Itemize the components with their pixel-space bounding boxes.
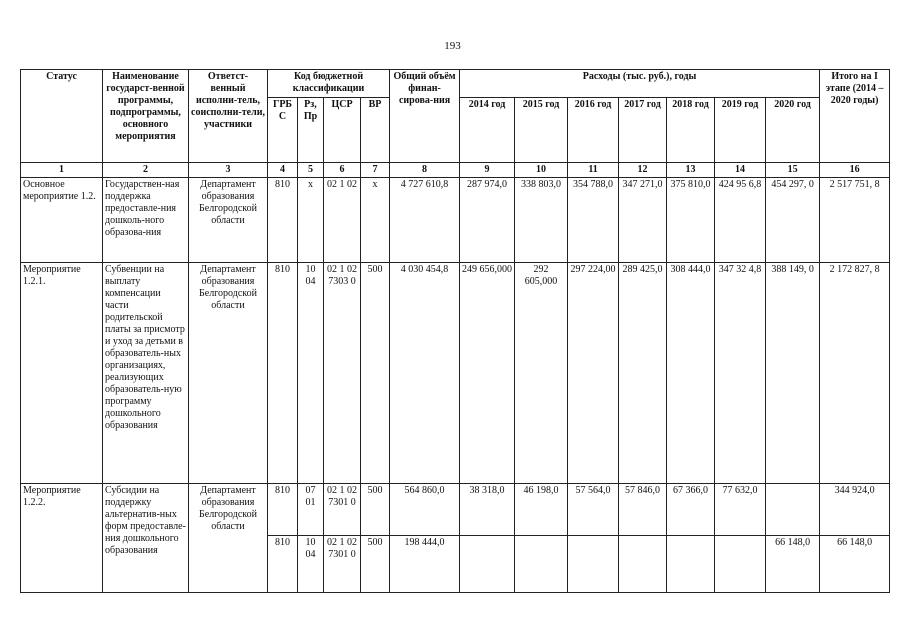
cell-2014: 287 974,0 (460, 178, 515, 263)
header-rz-pr: Рз, Пр (298, 98, 324, 163)
cell-2017: 57 846,0 (619, 484, 667, 536)
header-year-2020: 2020 год (766, 98, 820, 163)
header-vr: ВР (361, 98, 390, 163)
cell-status: Мероприятие 1.2.1. (21, 263, 103, 484)
header-year-2015: 2015 год (515, 98, 568, 163)
cell-vr: 500 (361, 536, 390, 593)
cell-stage-total: 2 517 751, 8 (820, 178, 890, 263)
cell-2016: 297 224,00 (568, 263, 619, 484)
budget-table (20, 69, 890, 593)
cell-grbs: 810 (268, 536, 298, 593)
column-number: 9 (460, 163, 515, 178)
column-number-row (21, 163, 890, 178)
column-number: 1 (21, 163, 103, 178)
cell-2018: 67 366,0 (667, 484, 715, 536)
cell-responsible: Департамент образования Белгородской области (189, 178, 268, 263)
column-number: 16 (820, 163, 890, 178)
cell-csr: 02 1 02 7301 0 (324, 484, 361, 536)
header-year-2016: 2016 год (568, 98, 619, 163)
header-budget-code: Код бюджетной классификации (268, 70, 390, 98)
column-number: 5 (298, 163, 324, 178)
table-row (21, 178, 890, 263)
cell-total: 4 030 454,8 (390, 263, 460, 484)
cell-2014: 249 656,000 (460, 263, 515, 484)
cell-stage-total: 66 148,0 (820, 536, 890, 593)
header-row-top (21, 70, 890, 98)
cell-2019 (715, 536, 766, 593)
cell-2015 (515, 536, 568, 593)
column-number: 4 (268, 163, 298, 178)
header-year-2014: 2014 год (460, 98, 515, 163)
cell-grbs: 810 (268, 484, 298, 536)
column-number: 8 (390, 163, 460, 178)
cell-2020: 388 149, 0 (766, 263, 820, 484)
cell-csr: 02 1 02 (324, 178, 361, 263)
page-number: 193 (444, 40, 461, 52)
cell-name: Государствен-ная поддержка предоставле-ния дошколь-ного образова-ния (103, 178, 189, 263)
cell-rz-pr: 10 04 (298, 536, 324, 593)
cell-2019: 424 95 6,8 (715, 178, 766, 263)
cell-status: Мероприятие 1.2.2. (21, 484, 103, 593)
header-status: Статус (21, 70, 103, 163)
cell-responsible: Департамент образования Белгородской области (189, 263, 268, 484)
cell-2016 (568, 536, 619, 593)
cell-rz-pr: 07 01 (298, 484, 324, 536)
cell-status: Основное мероприятие 1.2. (21, 178, 103, 263)
cell-2020 (766, 484, 820, 536)
cell-rz-pr: 10 04 (298, 263, 324, 484)
cell-2018: 375 810,0 (667, 178, 715, 263)
cell-2015: 46 198,0 (515, 484, 568, 536)
column-number: 14 (715, 163, 766, 178)
cell-2019: 347 32 4,8 (715, 263, 766, 484)
cell-total: 198 444,0 (390, 536, 460, 593)
cell-2018 (667, 536, 715, 593)
header-year-2019: 2019 год (715, 98, 766, 163)
cell-2017: 347 271,0 (619, 178, 667, 263)
cell-name: Субсидии на поддержку альтернатив-ных форм предоставле-ния дошкольного образования (103, 484, 189, 593)
header-responsible: Ответст-венный исполни-тель, соисполни-тели, участники (189, 70, 268, 163)
cell-2020: 454 297, 0 (766, 178, 820, 263)
table-row (21, 484, 890, 536)
table-row (21, 263, 890, 484)
column-number: 6 (324, 163, 361, 178)
column-number: 15 (766, 163, 820, 178)
header-csr: ЦСР (324, 98, 361, 163)
cell-2018: 308 444,0 (667, 263, 715, 484)
column-number: 3 (189, 163, 268, 178)
column-number: 13 (667, 163, 715, 178)
cell-total: 564 860,0 (390, 484, 460, 536)
cell-stage-total: 344 924,0 (820, 484, 890, 536)
cell-2019: 77 632,0 (715, 484, 766, 536)
cell-grbs: 810 (268, 178, 298, 263)
cell-name: Субвенции на выплату компенсации части родительской платы за присмотр и уход за детьми в образователь-ных организациях, реализующих образователь-ную программу дошкольного образования (103, 263, 189, 484)
cell-csr: 02 1 02 7301 0 (324, 536, 361, 593)
cell-2014: 38 318,0 (460, 484, 515, 536)
column-number: 12 (619, 163, 667, 178)
header-program-name: Наименование государст-венной программы, подпрограммы, основного мероприятия (103, 70, 189, 163)
header-year-2018: 2018 год (667, 98, 715, 163)
cell-2020: 66 148,0 (766, 536, 820, 593)
header-stage-total: Итого на I этапе (2014 – 2020 годы) (820, 70, 890, 163)
cell-2017 (619, 536, 667, 593)
cell-vr: 500 (361, 263, 390, 484)
cell-stage-total: 2 172 827, 8 (820, 263, 890, 484)
cell-2015: 292 605,000 (515, 263, 568, 484)
cell-2014 (460, 536, 515, 593)
column-number: 10 (515, 163, 568, 178)
cell-2016: 354 788,0 (568, 178, 619, 263)
cell-responsible: Департамент образования Белгородской области (189, 484, 268, 593)
cell-2016: 57 564,0 (568, 484, 619, 536)
cell-2015: 338 803,0 (515, 178, 568, 263)
column-number: 7 (361, 163, 390, 178)
column-number: 2 (103, 163, 189, 178)
header-year-2017: 2017 год (619, 98, 667, 163)
cell-2017: 289 425,0 (619, 263, 667, 484)
cell-total: 4 727 610,8 (390, 178, 460, 263)
cell-grbs: 810 (268, 263, 298, 484)
cell-csr: 02 1 02 7303 0 (324, 263, 361, 484)
cell-rz-pr: х (298, 178, 324, 263)
cell-vr: х (361, 178, 390, 263)
column-number: 11 (568, 163, 619, 178)
header-expenses: Расходы (тыс. руб.), годы (460, 70, 820, 98)
cell-vr: 500 (361, 484, 390, 536)
header-grbs: ГРБ С (268, 98, 298, 163)
header-total-funding: Общий объём финан-сирова-ния (390, 70, 460, 163)
